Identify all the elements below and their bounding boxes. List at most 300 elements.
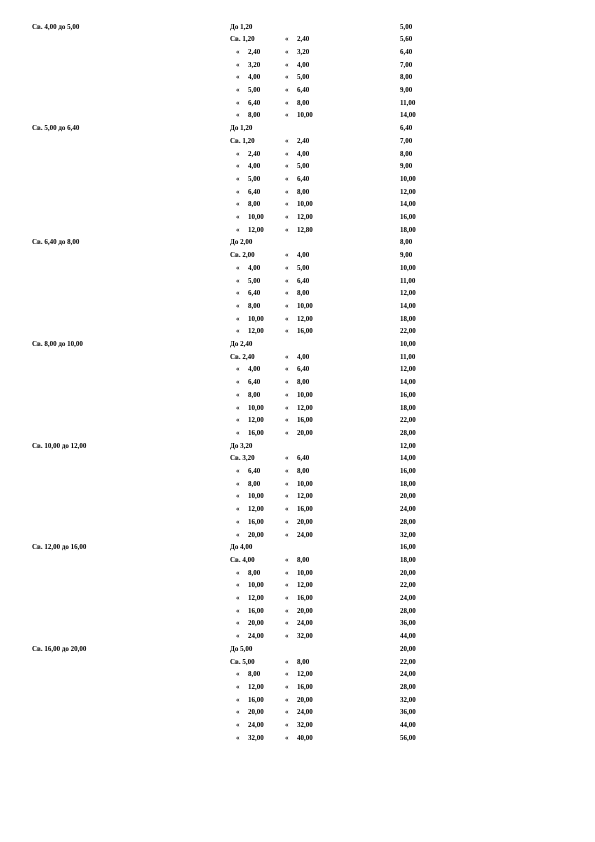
row-to-ditto-mark: « (285, 86, 289, 94)
row-to-value: 20,00 (297, 517, 313, 526)
table-row (0, 541, 595, 553)
table-row (0, 732, 595, 744)
table-row (0, 160, 595, 172)
row-to-ditto-mark: « (285, 682, 289, 691)
row-from-ditto-mark: « (236, 632, 240, 641)
row-from-ditto-mark: « (236, 378, 240, 387)
table-row (0, 668, 595, 680)
row-to-ditto-mark: « (285, 517, 289, 526)
row-to-value: 2,40 (297, 136, 310, 145)
row-to-value: 24,00 (297, 708, 313, 717)
row-from-value: 12,00 (248, 225, 264, 234)
row-to-value: 10,00 (297, 200, 313, 209)
row-from-ditto-mark: « (236, 301, 240, 310)
row-to-ditto-mark: « (285, 454, 289, 463)
row-from-ditto-mark: « (236, 530, 240, 539)
table-row (0, 71, 595, 83)
row-from-value: 6,40 (248, 289, 261, 298)
table-row (0, 363, 595, 375)
row-to-value: 16,00 (297, 594, 313, 602)
row-to-value: 8,00 (297, 289, 310, 298)
row-tolerance-value: 22,00 (400, 657, 416, 666)
table-row (0, 198, 595, 210)
row-from-value: 10,00 (248, 314, 264, 323)
row-tolerance-value: 14,00 (400, 378, 416, 387)
row-to-ditto-mark: « (285, 594, 289, 602)
table-row (0, 224, 595, 236)
row-to-ditto-mark: « (285, 632, 289, 641)
row-from-value: 12,00 (248, 682, 264, 691)
table-row (0, 148, 595, 160)
row-to-ditto-mark: « (285, 606, 289, 615)
row-to-value: 6,40 (297, 365, 310, 374)
row-from-ditto-mark: « (236, 225, 240, 234)
row-from-ditto-mark: « (236, 200, 240, 209)
table-row (0, 275, 595, 287)
row-to-ditto-mark: « (285, 708, 289, 717)
row-to-ditto-mark: « (285, 403, 289, 412)
group-range-label: Св. 16,00 до 20,00 (32, 644, 87, 653)
row-to-ditto-mark: « (285, 416, 289, 425)
row-to-ditto-mark: « (285, 733, 289, 742)
row-tolerance-value: 12,00 (400, 441, 416, 450)
row-from-ditto-mark: « (236, 98, 240, 107)
row-to-ditto-mark: « (285, 555, 289, 564)
group-range-label: Св. 4,00 до 5,00 (32, 22, 80, 31)
row-from-value: 8,00 (248, 670, 261, 679)
table-row (0, 376, 595, 388)
row-from-ditto-mark: « (236, 314, 240, 323)
table-row (0, 122, 595, 134)
row-tolerance-value: 16,00 (400, 213, 416, 221)
row-from-value: 10,00 (248, 213, 264, 221)
row-to-ditto-mark: « (285, 251, 289, 260)
row-from-ditto-mark: « (236, 213, 240, 221)
row-tolerance-value: 9,00 (400, 251, 413, 260)
table-row (0, 135, 595, 147)
row-tolerance-value: 7,00 (400, 60, 413, 69)
row-from-ditto-mark: « (236, 428, 240, 437)
row-first-bound: Св. 5,00 (230, 657, 255, 666)
row-from-value: 8,00 (248, 390, 261, 399)
table-row (0, 249, 595, 261)
row-tolerance-value: 44,00 (400, 632, 416, 641)
table-row (0, 287, 595, 299)
row-from-value: 12,00 (248, 594, 264, 602)
row-tolerance-value: 11,00 (400, 98, 416, 107)
row-tolerance-value: 10,00 (400, 174, 416, 183)
row-to-value: 32,00 (297, 632, 313, 641)
row-from-value: 32,00 (248, 733, 264, 742)
row-tolerance-value: 16,00 (400, 390, 416, 399)
row-first-bound: Св. 1,20 (230, 35, 255, 44)
row-from-ditto-mark: « (236, 390, 240, 399)
row-tolerance-value: 6,40 (400, 47, 413, 56)
table-row (0, 452, 595, 464)
row-from-value: 10,00 (248, 492, 264, 501)
row-tolerance-value: 22,00 (400, 581, 416, 590)
row-tolerance-value: 8,00 (400, 149, 413, 158)
row-to-value: 6,40 (297, 454, 310, 463)
row-to-value: 5,00 (297, 263, 310, 272)
row-to-ditto-mark: « (285, 225, 289, 234)
table-row (0, 592, 595, 604)
row-to-ditto-mark: « (285, 289, 289, 298)
row-from-ditto-mark: « (236, 721, 240, 729)
row-to-value: 8,00 (297, 467, 310, 475)
row-from-ditto-mark: « (236, 682, 240, 691)
table-row (0, 338, 595, 350)
row-tolerance-value: 12,00 (400, 289, 416, 298)
row-tolerance-value: 56,00 (400, 733, 416, 742)
row-to-value: 20,00 (297, 695, 313, 704)
row-from-value: 5,00 (248, 174, 261, 183)
row-from-ditto-mark: « (236, 517, 240, 526)
row-to-value: 8,00 (297, 555, 310, 564)
row-tolerance-value: 11,00 (400, 352, 416, 361)
table-row (0, 554, 595, 566)
row-to-ditto-mark: « (285, 187, 289, 196)
row-from-value: 16,00 (248, 695, 264, 704)
row-first-bound: До 1,20 (230, 22, 253, 31)
table-row (0, 656, 595, 668)
table-row (0, 706, 595, 718)
row-from-value: 4,00 (248, 73, 261, 82)
row-to-ditto-mark: « (285, 136, 289, 145)
row-to-ditto-mark: « (285, 174, 289, 183)
row-to-ditto-mark: « (285, 314, 289, 323)
row-from-ditto-mark: « (236, 47, 240, 56)
row-from-value: 24,00 (248, 632, 264, 641)
row-from-value: 6,40 (248, 98, 261, 107)
table-row (0, 567, 595, 579)
row-from-value: 10,00 (248, 403, 264, 412)
row-to-value: 8,00 (297, 98, 310, 107)
row-to-value: 12,00 (297, 492, 313, 501)
row-tolerance-value: 7,00 (400, 136, 413, 145)
row-first-bound: Св. 2,40 (230, 352, 255, 361)
group-range-label: Св. 6,40 до 8,00 (32, 238, 80, 247)
table-row (0, 59, 595, 71)
table-row (0, 262, 595, 274)
row-tolerance-value: 12,00 (400, 187, 416, 196)
table-row (0, 389, 595, 401)
row-to-ditto-mark: « (285, 492, 289, 501)
row-from-value: 12,00 (248, 505, 264, 514)
row-to-ditto-mark: « (285, 60, 289, 69)
row-to-value: 4,00 (297, 60, 310, 69)
row-tolerance-value: 14,00 (400, 301, 416, 310)
row-from-value: 10,00 (248, 581, 264, 590)
row-tolerance-value: 14,00 (400, 200, 416, 209)
row-tolerance-value: 14,00 (400, 111, 416, 120)
group-range-label: Св. 5,00 до 6,40 (32, 124, 80, 133)
row-to-ditto-mark: « (285, 35, 289, 44)
row-to-value: 8,00 (297, 378, 310, 387)
row-from-ditto-mark: « (236, 60, 240, 69)
row-from-ditto-mark: « (236, 276, 240, 285)
row-from-value: 6,40 (248, 187, 261, 196)
table-row (0, 694, 595, 706)
row-tolerance-value: 20,00 (400, 492, 416, 501)
row-from-value: 16,00 (248, 517, 264, 526)
row-to-value: 4,00 (297, 352, 310, 361)
row-tolerance-value: 18,00 (400, 403, 416, 412)
row-tolerance-value: 36,00 (400, 619, 416, 628)
row-to-value: 4,00 (297, 251, 310, 260)
table-row (0, 211, 595, 223)
row-from-value: 24,00 (248, 721, 264, 729)
row-from-value: 8,00 (248, 568, 261, 577)
row-to-value: 10,00 (297, 568, 313, 577)
row-to-ditto-mark: « (285, 98, 289, 107)
row-tolerance-value: 44,00 (400, 721, 416, 729)
row-from-ditto-mark: « (236, 581, 240, 590)
row-from-ditto-mark: « (236, 111, 240, 120)
row-tolerance-value: 5,00 (400, 22, 413, 31)
row-first-bound: До 3,20 (230, 441, 253, 450)
table-row (0, 325, 595, 337)
row-to-ditto-mark: « (285, 695, 289, 704)
row-to-value: 24,00 (297, 619, 313, 628)
row-tolerance-value: 32,00 (400, 530, 416, 539)
table-row (0, 503, 595, 515)
row-tolerance-value: 11,00 (400, 276, 416, 285)
row-from-ditto-mark: « (236, 365, 240, 374)
table-row (0, 97, 595, 109)
row-from-value: 20,00 (248, 619, 264, 628)
row-from-value: 20,00 (248, 530, 264, 539)
table-row (0, 579, 595, 591)
row-to-ditto-mark: « (285, 352, 289, 361)
row-from-ditto-mark: « (236, 289, 240, 298)
row-tolerance-value: 18,00 (400, 555, 416, 564)
row-to-ditto-mark: « (285, 263, 289, 272)
row-tolerance-value: 22,00 (400, 416, 416, 425)
row-tolerance-value: 16,00 (400, 467, 416, 475)
row-to-value: 16,00 (297, 416, 313, 425)
row-tolerance-value: 16,00 (400, 543, 416, 552)
row-to-ditto-mark: « (285, 479, 289, 488)
row-tolerance-value: 9,00 (400, 86, 413, 94)
table-row (0, 719, 595, 731)
row-to-value: 3,20 (297, 47, 310, 56)
row-from-value: 5,00 (248, 276, 261, 285)
row-tolerance-value: 28,00 (400, 517, 416, 526)
row-tolerance-value: 10,00 (400, 340, 416, 348)
row-from-ditto-mark: « (236, 416, 240, 425)
row-to-value: 6,40 (297, 174, 310, 183)
row-to-value: 12,00 (297, 581, 313, 590)
row-to-value: 10,00 (297, 301, 313, 310)
row-to-ditto-mark: « (285, 149, 289, 158)
row-to-value: 10,00 (297, 390, 313, 399)
row-from-value: 2,40 (248, 149, 261, 158)
table-row (0, 33, 595, 45)
row-tolerance-value: 24,00 (400, 670, 416, 679)
row-from-ditto-mark: « (236, 492, 240, 501)
row-from-ditto-mark: « (236, 568, 240, 577)
table-row (0, 516, 595, 528)
row-from-ditto-mark: « (236, 479, 240, 488)
row-from-value: 2,40 (248, 47, 261, 56)
row-to-ditto-mark: « (285, 670, 289, 679)
table-row (0, 109, 595, 121)
table-row (0, 173, 595, 185)
row-to-ditto-mark: « (285, 390, 289, 399)
row-to-ditto-mark: « (285, 276, 289, 285)
row-tolerance-value: 10,00 (400, 263, 416, 272)
row-tolerance-value: 28,00 (400, 682, 416, 691)
table-row (0, 236, 595, 248)
row-tolerance-value: 6,40 (400, 124, 413, 133)
row-to-value: 6,40 (297, 276, 310, 285)
row-first-bound: Св. 4,00 (230, 555, 255, 564)
row-from-ditto-mark: « (236, 594, 240, 602)
row-to-ditto-mark: « (285, 301, 289, 310)
row-first-bound: До 1,20 (230, 124, 253, 133)
row-to-value: 12,00 (297, 314, 313, 323)
row-to-value: 4,00 (297, 149, 310, 158)
row-to-value: 10,00 (297, 479, 313, 488)
table-row (0, 21, 595, 33)
row-first-bound: Св. 3,20 (230, 454, 255, 463)
row-to-ditto-mark: « (285, 428, 289, 437)
row-to-value: 12,00 (297, 213, 313, 221)
row-tolerance-value: 18,00 (400, 225, 416, 234)
table-row (0, 529, 595, 541)
row-to-ditto-mark: « (285, 200, 289, 209)
row-from-ditto-mark: « (236, 505, 240, 514)
row-tolerance-value: 18,00 (400, 314, 416, 323)
row-tolerance-value: 36,00 (400, 708, 416, 717)
row-to-ditto-mark: « (285, 365, 289, 374)
row-to-ditto-mark: « (285, 530, 289, 539)
row-from-ditto-mark: « (236, 733, 240, 742)
table-row (0, 84, 595, 96)
row-tolerance-value: 5,60 (400, 35, 413, 44)
table-row (0, 427, 595, 439)
row-from-ditto-mark: « (236, 149, 240, 158)
row-to-value: 8,00 (297, 187, 310, 196)
row-to-value: 24,00 (297, 530, 313, 539)
row-to-ditto-mark: « (285, 47, 289, 56)
row-to-ditto-mark: « (285, 721, 289, 729)
row-first-bound: До 4,00 (230, 543, 253, 552)
row-from-ditto-mark: « (236, 695, 240, 704)
row-from-ditto-mark: « (236, 403, 240, 412)
row-tolerance-value: 8,00 (400, 238, 413, 247)
row-to-value: 20,00 (297, 606, 313, 615)
row-to-ditto-mark: « (285, 467, 289, 475)
table-row (0, 478, 595, 490)
row-from-value: 20,00 (248, 708, 264, 717)
row-to-value: 8,00 (297, 657, 310, 666)
row-to-value: 6,40 (297, 86, 310, 94)
group-range-label: Св. 10,00 до 12,00 (32, 441, 87, 450)
row-to-value: 16,00 (297, 505, 313, 514)
table-row (0, 313, 595, 325)
table-row (0, 414, 595, 426)
row-tolerance-value: 22,00 (400, 327, 416, 336)
row-to-value: 12,00 (297, 403, 313, 412)
row-tolerance-value: 12,00 (400, 365, 416, 374)
row-tolerance-value: 24,00 (400, 594, 416, 602)
row-to-ditto-mark: « (285, 619, 289, 628)
row-to-value: 12,00 (297, 670, 313, 679)
row-to-value: 20,00 (297, 428, 313, 437)
row-from-value: 6,40 (248, 378, 261, 387)
row-from-ditto-mark: « (236, 263, 240, 272)
table-row (0, 440, 595, 452)
table-row (0, 630, 595, 642)
row-to-ditto-mark: « (285, 73, 289, 82)
table-row (0, 643, 595, 655)
row-from-ditto-mark: « (236, 619, 240, 628)
table-row (0, 490, 595, 502)
row-from-value: 4,00 (248, 162, 261, 171)
row-to-ditto-mark: « (285, 327, 289, 336)
row-to-value: 40,00 (297, 733, 313, 742)
row-first-bound: До 2,40 (230, 340, 253, 348)
row-from-value: 16,00 (248, 606, 264, 615)
row-from-ditto-mark: « (236, 162, 240, 171)
row-tolerance-value: 20,00 (400, 568, 416, 577)
table-row (0, 186, 595, 198)
row-from-value: 16,00 (248, 428, 264, 437)
row-from-ditto-mark: « (236, 86, 240, 94)
row-to-ditto-mark: « (285, 378, 289, 387)
row-from-value: 12,00 (248, 416, 264, 425)
row-first-bound: Св. 1,20 (230, 136, 255, 145)
row-from-value: 3,20 (248, 60, 261, 69)
row-first-bound: До 2,00 (230, 238, 253, 247)
row-to-ditto-mark: « (285, 581, 289, 590)
row-to-value: 2,40 (297, 35, 310, 44)
row-to-ditto-mark: « (285, 111, 289, 120)
row-to-value: 12,80 (297, 225, 313, 234)
row-tolerance-value: 9,00 (400, 162, 413, 171)
row-from-ditto-mark: « (236, 708, 240, 717)
row-to-value: 16,00 (297, 682, 313, 691)
row-from-ditto-mark: « (236, 606, 240, 615)
row-from-ditto-mark: « (236, 73, 240, 82)
row-to-ditto-mark: « (285, 162, 289, 171)
row-to-ditto-mark: « (285, 505, 289, 514)
row-from-value: 8,00 (248, 479, 261, 488)
row-from-ditto-mark: « (236, 174, 240, 183)
group-range-label: Св. 12,00 до 16,00 (32, 543, 87, 552)
row-from-value: 5,00 (248, 86, 261, 94)
row-to-value: 5,00 (297, 73, 310, 82)
row-to-value: 16,00 (297, 327, 313, 336)
row-from-ditto-mark: « (236, 467, 240, 475)
row-from-value: 8,00 (248, 111, 261, 120)
table-row (0, 465, 595, 477)
row-from-ditto-mark: « (236, 670, 240, 679)
row-to-value: 32,00 (297, 721, 313, 729)
table-row (0, 351, 595, 363)
row-first-bound: Св. 2,00 (230, 251, 255, 260)
row-tolerance-value: 28,00 (400, 606, 416, 615)
row-tolerance-value: 14,00 (400, 454, 416, 463)
row-to-ditto-mark: « (285, 568, 289, 577)
row-tolerance-value: 8,00 (400, 73, 413, 82)
group-range-label: Св. 8,00 до 10,00 (32, 340, 83, 348)
row-tolerance-value: 24,00 (400, 505, 416, 514)
row-to-value: 10,00 (297, 111, 313, 120)
row-from-value: 8,00 (248, 200, 261, 209)
